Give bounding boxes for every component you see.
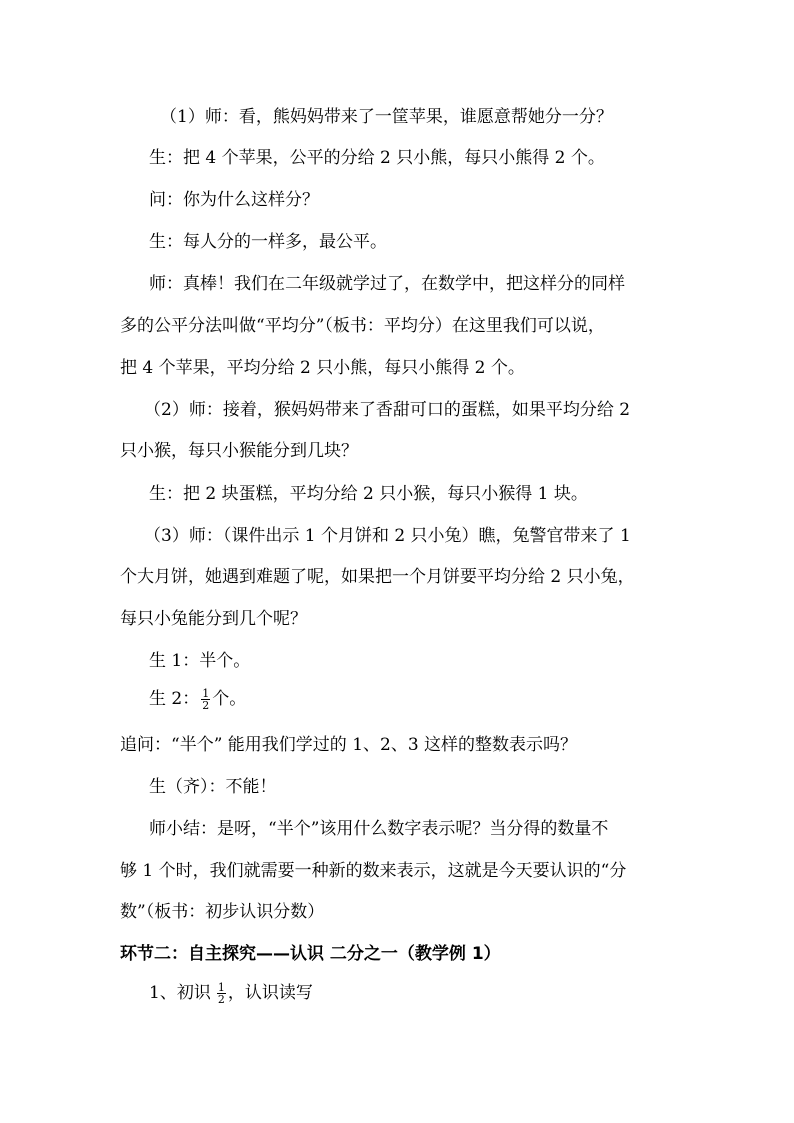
- text-line: 师小结：是呀，“半个”该用什么数字表示呢？当分得的数量不: [149, 819, 609, 839]
- text-line: 生：每人分的一样多，最公平。: [149, 232, 387, 252]
- fraction-numerator: 1: [202, 687, 210, 700]
- text-line: 把 4 个苹果，平均分给 2 只小熊，每只小熊得 2 个。: [120, 358, 525, 378]
- line-prefix: 生 2：: [149, 689, 200, 709]
- text-line: 生（齐）：不能！: [149, 777, 277, 797]
- text-line-with-fraction: [149, 982, 313, 1005]
- line-suffix: 个。: [212, 689, 247, 709]
- fraction-one-half: [201, 688, 210, 711]
- text-line: 个大月饼，她遇到难题了呢，如果把一个月饼要平均分给 2 只小兔，: [120, 567, 635, 587]
- text-line: （1）师：看，熊妈妈带来了一筐苹果，谁愿意帮她分一分？: [160, 107, 613, 127]
- text-line: 生：把 4 个苹果，公平的分给 2 只小熊，每只小熊得 2 个。: [149, 148, 605, 168]
- line-prefix: 1、初识: [149, 983, 211, 1003]
- text-line: （2）师：接着，猴妈妈带来了香甜可口的蛋糕，如果平均分给 2: [144, 400, 631, 420]
- fraction-denominator: 2: [202, 699, 210, 712]
- text-line: （3）师：（课件出示 1 个月饼和 2 只小兔）瞧，兔警官带来了 1: [144, 526, 631, 546]
- line-suffix: ，认识读写: [227, 983, 313, 1003]
- text-line: 追问：“半个” 能用我们学过的 1、2、3 这样的整数表示吗？: [120, 735, 578, 755]
- text-line-with-fraction: [149, 688, 246, 711]
- text-line: 生 1：半个。: [149, 651, 251, 671]
- text-line: 生：把 2 块蛋糕，平均分给 2 只小猴，每只小猴得 1 块。: [149, 484, 588, 504]
- text-line: 够 1 个时，我们就需要一种新的数来表示，这就是今天要认识的“分: [120, 861, 627, 881]
- section-heading: 环节二：自主探究——认识 二分之一（教学例 1）: [120, 944, 501, 964]
- fraction-denominator: 2: [217, 993, 225, 1006]
- text-line: 师：真棒！我们在二年级就学过了，在数学中，把这样分的同样: [149, 274, 625, 294]
- fraction-numerator: 1: [217, 981, 225, 994]
- text-line: 问：你为什么这样分？: [149, 190, 319, 210]
- text-line: 数”（板书：初步认识分数）: [120, 902, 325, 922]
- text-line: 多的公平分法叫做“平均分”（板书：平均分）在这里我们可以说，: [120, 316, 605, 336]
- text-line: 每只小兔能分到几个呢？: [120, 609, 307, 629]
- text-line: 只小猴，每只小猴能分到几块？: [120, 441, 358, 461]
- fraction-one-half: [217, 982, 226, 1005]
